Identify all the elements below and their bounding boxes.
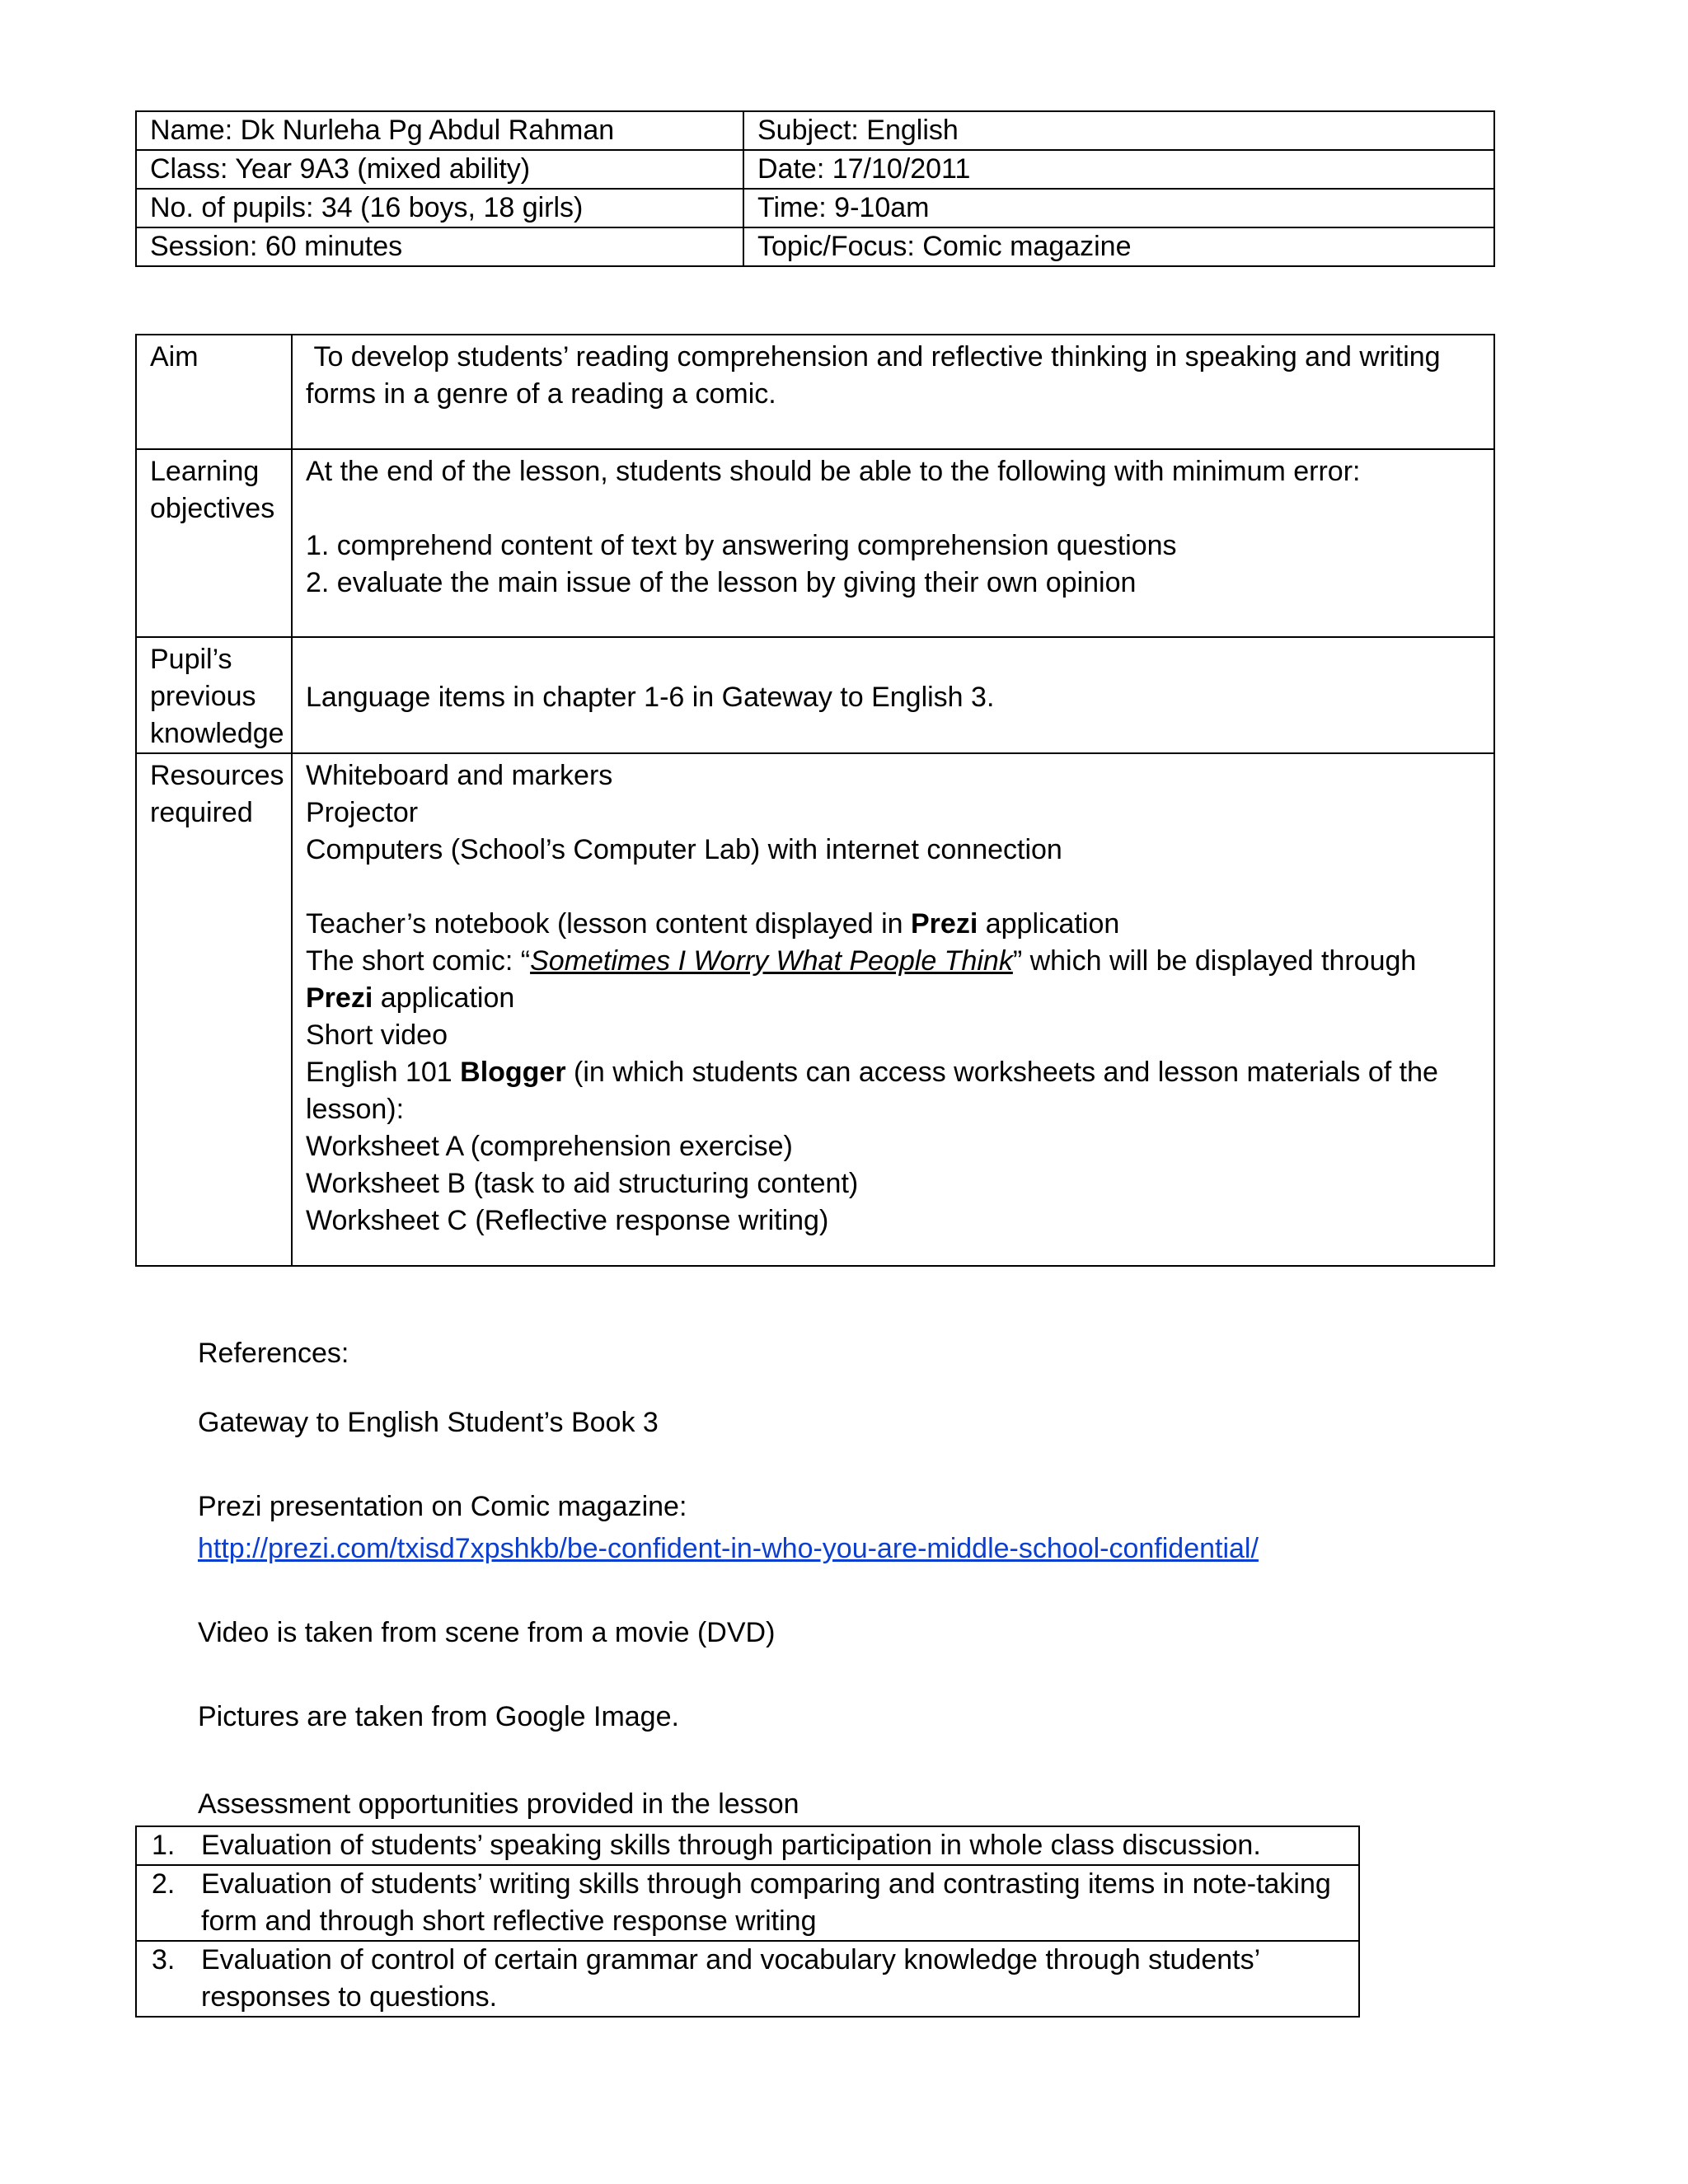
assessment-item (136, 1826, 1359, 1865)
resources-row (136, 753, 1494, 1266)
assessment-number: 2. (152, 1868, 176, 1900)
worksheet-item: Worksheet A (comprehension exercise) (306, 1131, 793, 1162)
resource-notebook (306, 906, 1474, 943)
assessment-text: Evaluation of students’ writing skills through comparing and contrasting items in note-taking form and through short reflective response writing (201, 1868, 1331, 1937)
assessment-text: Evaluation of students’ speaking skills through participation in whole class discussion. (201, 1830, 1261, 1861)
resource-prezi (306, 980, 1474, 1017)
resource-comic-post: ” which will be displayed through (1012, 945, 1417, 977)
resource-comic (306, 943, 1474, 980)
learning-objectives-content (292, 449, 1494, 637)
teacher-name: Name: Dk Nurleha Pg Abdul Rahman (136, 111, 743, 150)
resource-prezi-bold: Prezi (306, 982, 373, 1014)
assessment-row (136, 1865, 1359, 1941)
assessment-row (136, 1826, 1359, 1865)
learning-objective-item: 1. comprehend content of text by answering comprehension questions (306, 530, 1177, 561)
session-length: Session: 60 minutes (136, 227, 743, 266)
pupil-count: No. of pupils: 34 (16 boys, 18 girls) (136, 189, 743, 227)
aim-row (136, 335, 1494, 449)
info-row (136, 111, 1494, 150)
resource-blogger-pre: English 101 (306, 1057, 461, 1088)
resource-notebook-post: application (978, 908, 1120, 940)
class: Class: Year 9A3 (mixed ability) (136, 150, 743, 189)
worksheet-item: Worksheet C (Reflective response writing) (306, 1205, 829, 1236)
resource-video: Short video (306, 1019, 448, 1051)
learning-objective-item: 2. evaluate the main issue of the lesson by giving their own opinion (306, 567, 1137, 598)
time: Time: 9-10am (743, 189, 1494, 227)
reference-pictures: Pictures are taken from Google Image. (198, 1701, 679, 1732)
assessment-table (135, 1825, 1360, 2018)
assessment-heading: Assessment opportunities provided in the lesson (198, 1788, 799, 1820)
resources-content (292, 753, 1494, 1266)
assessment-text: Evaluation of control of certain grammar and vocabulary knowledge through students’ responses to questions. (201, 1944, 1259, 2013)
assessment-row (136, 1941, 1359, 2017)
aim-label: Aim (136, 335, 292, 449)
learning-objectives-row (136, 449, 1494, 637)
resources-label: Resources required (136, 753, 292, 1266)
resource-item: Projector (306, 797, 419, 828)
reference-video: Video is taken from scene from a movie (DVD) (198, 1617, 776, 1648)
resource-item: Whiteboard and markers (306, 760, 613, 791)
info-row (136, 189, 1494, 227)
reference-book: Gateway to English Student’s Book 3 (198, 1407, 659, 1438)
previous-knowledge-label: Pupil’s previous knowledge (136, 637, 292, 753)
aim-text: To develop students’ reading comprehension and reflective thinking in speaking and writing forms in a genre of a reading a comic. (292, 335, 1494, 449)
resource-blogger-bold: Blogger (460, 1057, 566, 1088)
references-section (198, 1335, 1517, 1736)
resource-item: Computers (School’s Computer Lab) with internet connection (306, 834, 1062, 865)
resource-notebook-prezi: Prezi (911, 908, 978, 940)
resource-comic-pre: The short comic: “ (306, 945, 531, 977)
topic: Topic/Focus: Comic magazine (743, 227, 1494, 266)
lesson-plan-table (135, 334, 1495, 1267)
previous-knowledge-text: Language items in chapter 1-6 in Gateway to English 3. (292, 637, 1494, 753)
reference-prezi-label: Prezi presentation on Comic magazine: (198, 1491, 687, 1522)
reference-prezi-link[interactable]: http://prezi.com/txisd7xpshkb/be-confident-in-who-you-are-middle-school-confidential/ (198, 1533, 1259, 1564)
resource-blogger-post: (in which students can access worksheets and lesson materials of the lesson): (306, 1057, 1438, 1125)
resource-notebook-pre: Teacher’s notebook (lesson content displayed in (306, 908, 911, 940)
assessment-item (136, 1941, 1359, 2017)
learning-objectives-label: Learning objectives (136, 449, 292, 637)
resource-blogger (306, 1054, 1474, 1128)
references-heading: References: (198, 1338, 349, 1369)
learning-objectives-intro: At the end of the lesson, students should be able to the following with minimum error: (306, 456, 1361, 487)
assessment-number: 1. (152, 1830, 176, 1861)
reference-prezi-link-line (198, 1530, 1517, 1568)
resource-prezi-post: application (373, 982, 515, 1014)
resource-comic-title: Sometimes I Worry What People Think (530, 945, 1013, 977)
info-row (136, 227, 1494, 266)
assessment-number: 3. (152, 1944, 176, 1975)
subject: Subject: English (743, 111, 1494, 150)
assessment-item (136, 1865, 1359, 1941)
info-row (136, 150, 1494, 189)
date: Date: 17/10/2011 (743, 150, 1494, 189)
lesson-info-table (135, 110, 1495, 267)
worksheet-item: Worksheet B (task to aid structuring content) (306, 1168, 859, 1199)
previous-knowledge-row (136, 637, 1494, 753)
